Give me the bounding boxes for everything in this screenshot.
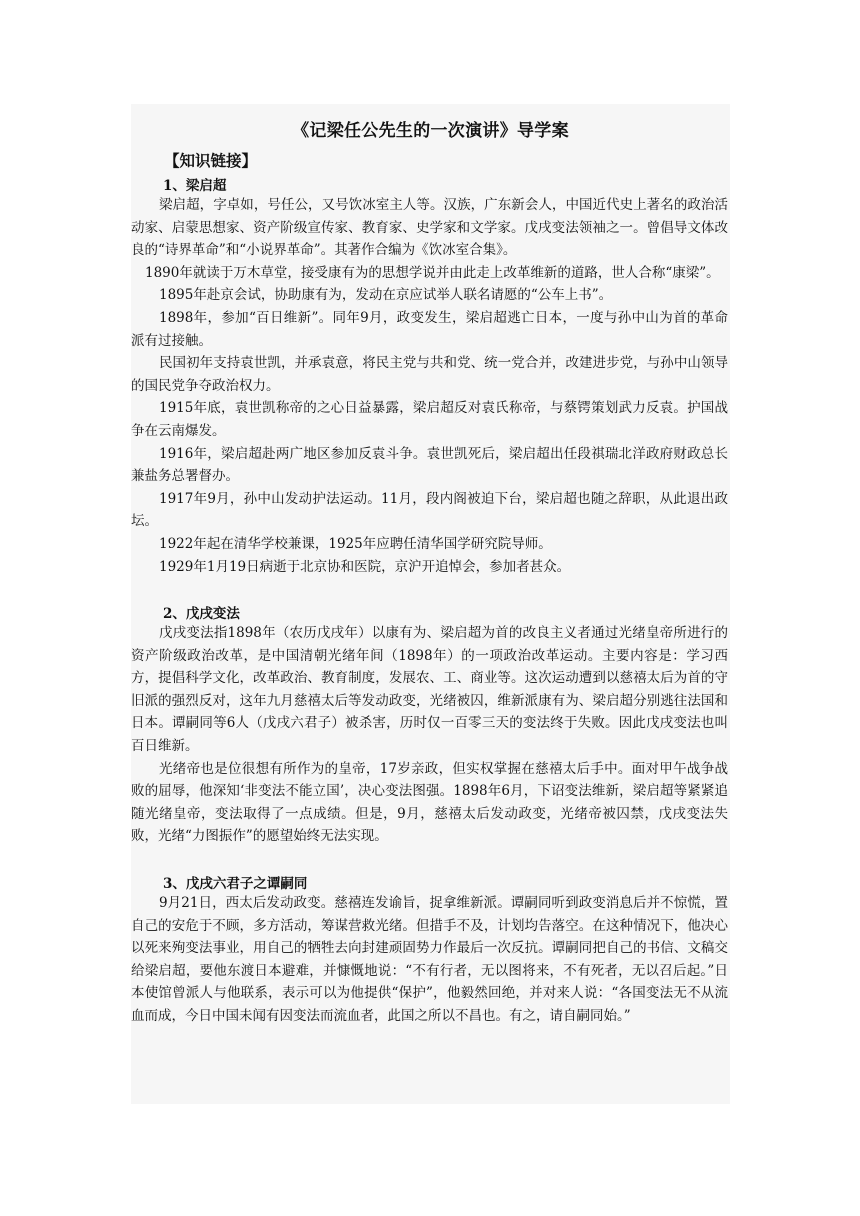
paragraph: 光绪帝也是位很想有所作为的皇帝，17岁亲政，但实权掌握在慈禧太后手中。面对甲午战争战败的屈辱，他深知‘非变法不能立国’，决心变法图强。1898年6月，下诏变法维新，梁启超等紧紧追随光绪皇帝，变法取得了一点成绩。但是，9月，慈禧太后发动政变，光绪帝被囚禁，戊戌变法失败，光绪“力图振作”的愿望始终无法实现。 (131, 760, 728, 845)
paragraph: 1898年，参加“百日维新”。同年9月，政变发生，梁启超逃亡日本，一度与孙中山为首的革命派有过接触。 (131, 309, 728, 349)
section-heading: 1、梁启超 (163, 178, 227, 194)
paragraph: 1895年赴京会试，协助康有为，发动在京应试举人联名请愿的“公车上书”。 (159, 287, 613, 304)
paragraph: 1916年，梁启超赴两广地区参加反袁斗争。袁世凯死后，梁启超出任段祺瑞北洋政府财政总长兼盐务总署督办。 (131, 445, 728, 485)
knowledge-link-heading: 【知识链接】 (164, 151, 258, 170)
paragraph: 民国初年支持袁世凯，并承袁意，将民主党与共和党、统一党合并，改建进步党，与孙中山领导的国民党争夺政治权力。 (131, 355, 728, 394)
paragraph: 1890年就读于万木草堂，接受康有为的思想学说并由此走上改革维新的道路，世人合称“康梁”。 (145, 264, 720, 281)
paragraph: 1917年9月，孙中山发动护法运动。11月，段内阁被迫下台，梁启超也随之辞职，从此退出政坛。 (131, 490, 728, 530)
paragraph: 9月21日，西太后发动政变。慈禧连发谕旨，捉拿维新派。谭嗣同听到政变消息后并不惊慌，置自己的安危于不顾，多方活动，筹谋营救光绪。但措手不及，计划均告落空。在这种情况下，他决心以死来殉变法事业，用自己的牺牲去向封建顽固势力作最后一次反抗。谭嗣同把自己的书信、文稿交给梁启超，要他东渡日本避难，并慷慨地说：“不有行者，无以图将来，不有死者，无以召后起。”日本使馆曾派人与他联系，表示可以为他提供“保护”，他毅然回绝，并对来人说：“各国变法无不从流血而成，今日中国未闻有因变法而流血者，此国之所以不昌也。有之，请自嗣同始。” (131, 895, 728, 1024)
document-text-block (131, 104, 730, 1104)
paragraph: 1922年起在清华学校兼课，1925年应聘任清华国学研究院导师。 (159, 535, 552, 552)
paragraph: 1915年底，袁世凯称帝的之心日益暴露，梁启超反对袁氏称帝，与蔡锷策划武力反袁。护国战争在云南爆发。 (131, 400, 728, 439)
paragraph: 梁启超，字卓如，号任公，又号饮冰室主人等。汉族，广东新会人，中国近代史上著名的政治活动家、启蒙思想家、资产阶级宣传家、教育家、史学家和文学家。戊戌变法领袖之一。曾倡导文体改良的“诗界革命”和“小说界革命”。其著作合编为《饮冰室合集》。 (131, 197, 728, 259)
section-heading: 3、戊戌六君子之谭嗣同 (163, 876, 308, 893)
paragraph: 1929年1月19日病逝于北京协和医院，京沪开追悼会，参加者甚众。 (159, 558, 571, 575)
section-heading: 2、戊戌变法 (163, 606, 240, 623)
paragraph: 戊戌变法指1898年（农历戊戌年）以康有为、梁启超为首的改良主义者通过光绪皇帝所进行的资产阶级政治改革，是中国清朝光绪年间（1898年）的一项政治改革运动。主要内容是：学习西方，提倡科学文化，改革政治、教育制度，发展农、工、商业等。这次运动遭到以慈禧太后为首的守旧派的强烈反对，这年九月慈禧太后等发动政变，光绪被囚，维新派康有为、梁启超分别逃往法国和日本。谭嗣同等6人（戊戌六君子）被杀害，历时仅一百零三天的变法终于失败。因此戊戌变法也叫百日维新。 (131, 625, 728, 755)
document-title: 《记梁任公先生的一次演讲》导学案 (292, 121, 569, 141)
